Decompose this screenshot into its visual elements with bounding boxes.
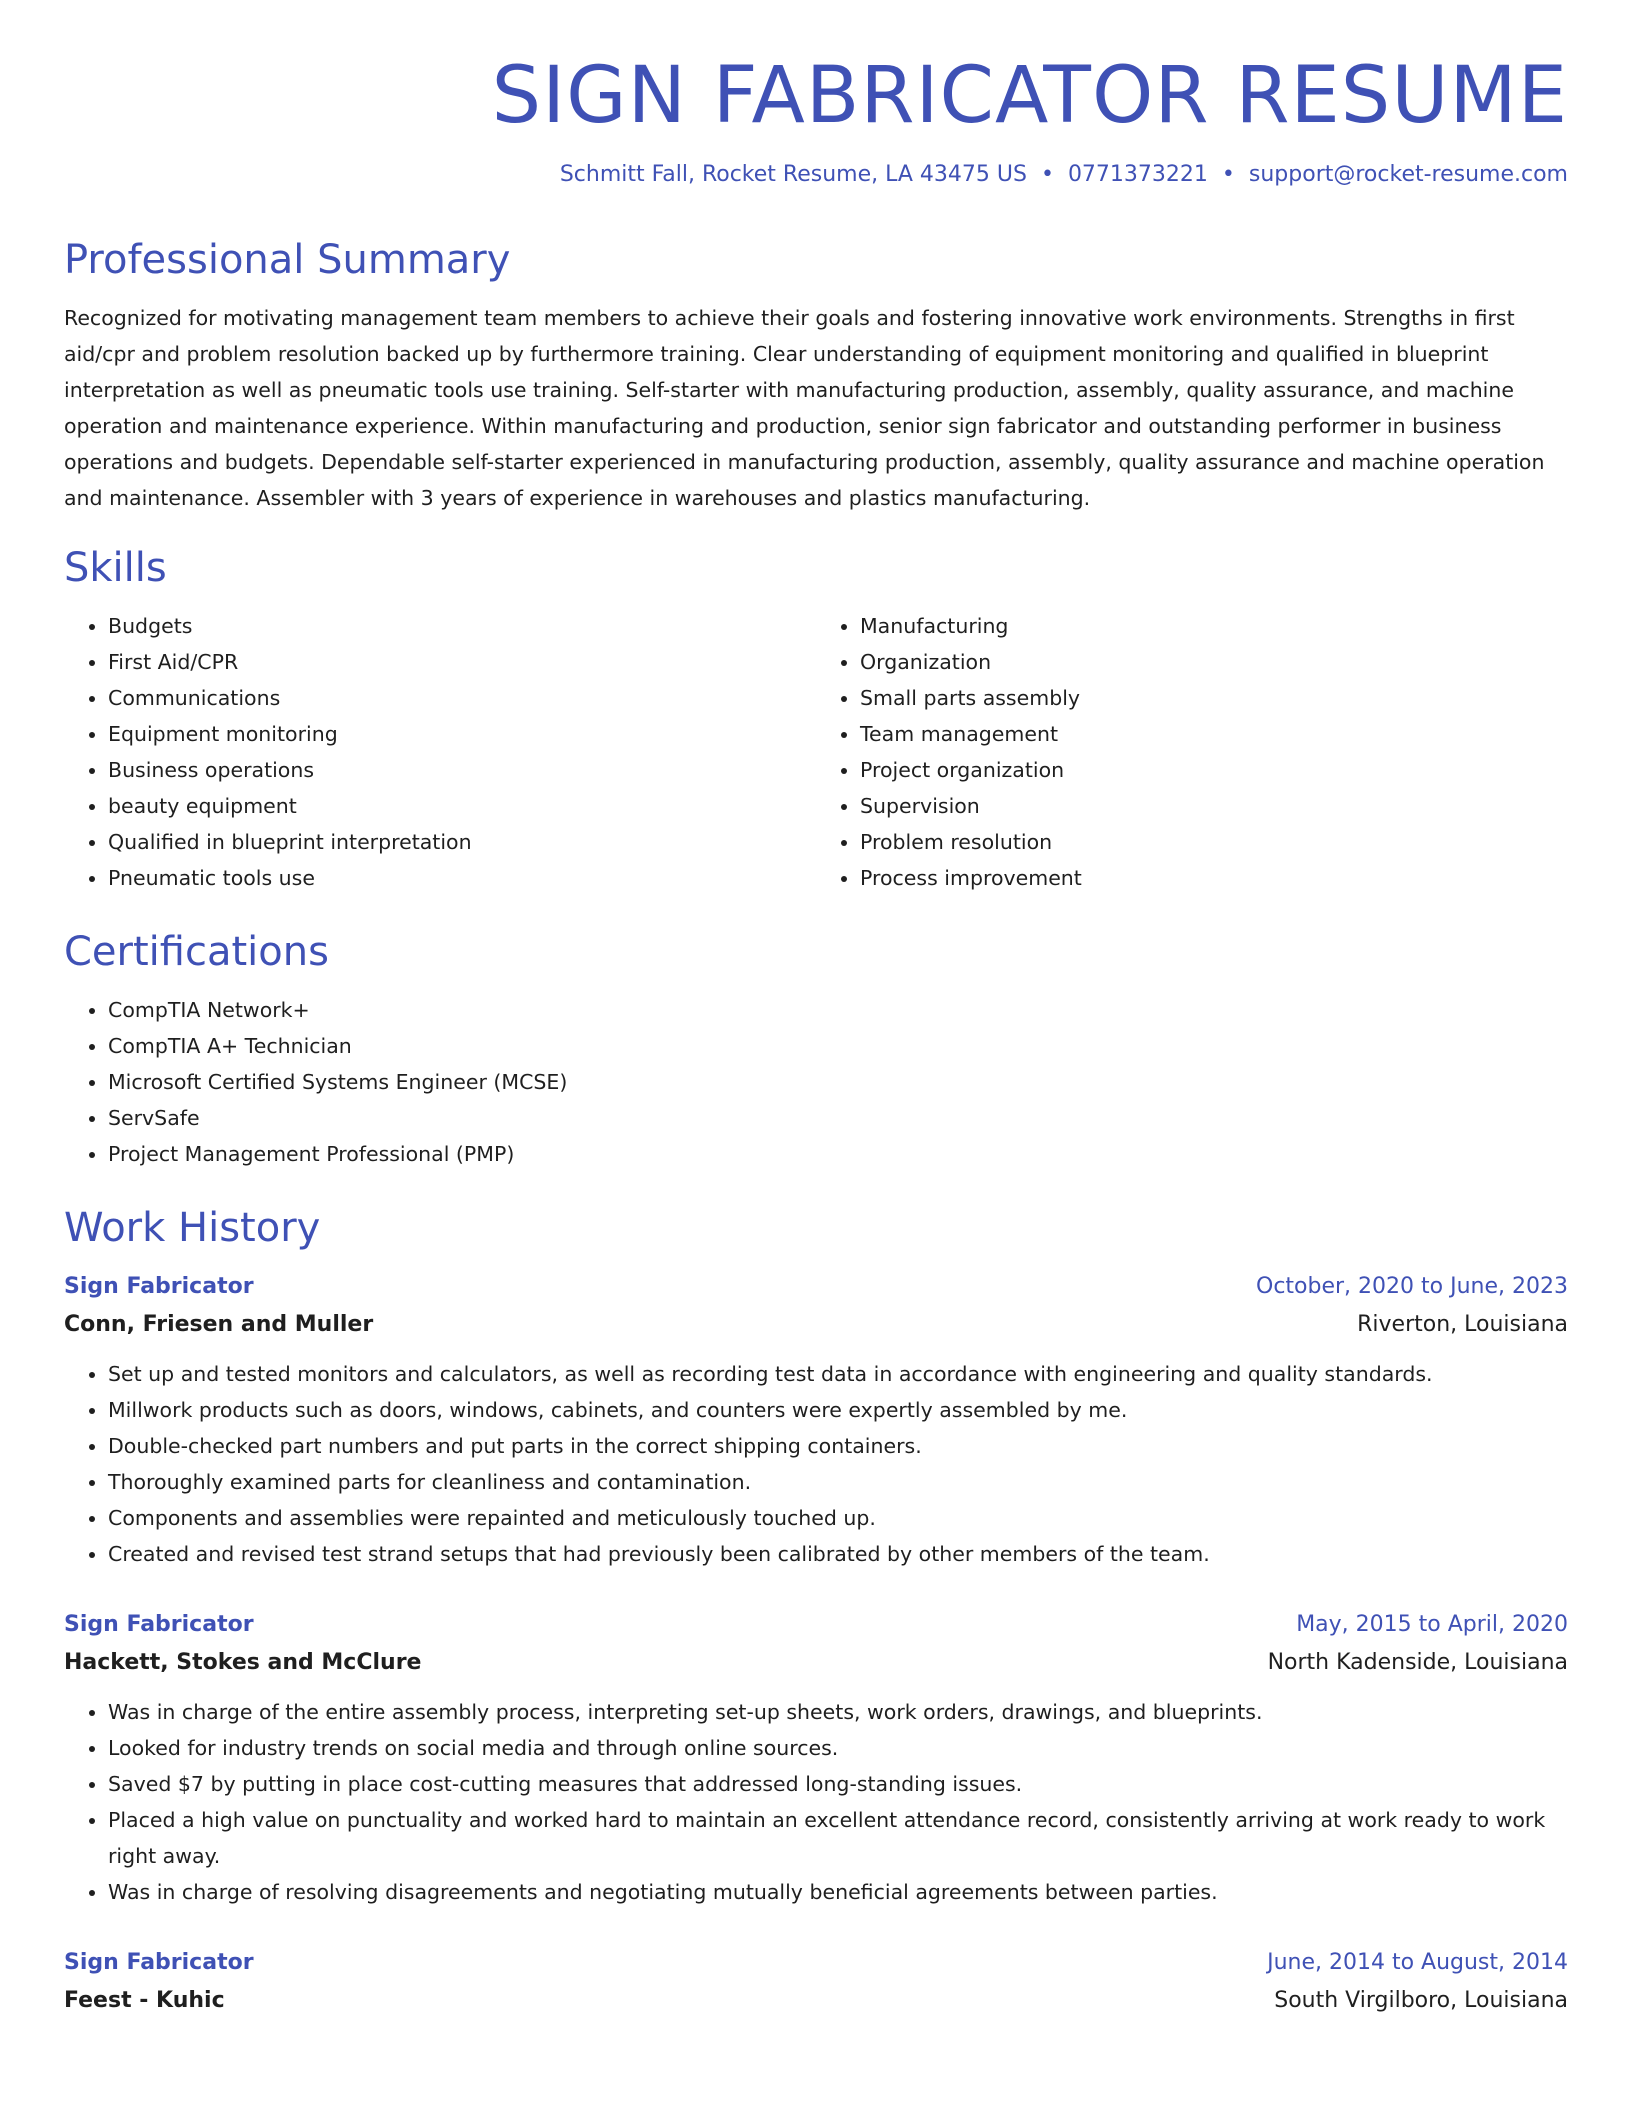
job-company: Feest - Kuhic bbox=[64, 1988, 225, 2014]
contact-phone: 0771373221 bbox=[1067, 161, 1208, 187]
contact-email: support@rocket-resume.com bbox=[1248, 161, 1568, 187]
job-bullet: • Double-checked part numbers and put parts in the correct shipping containers. bbox=[108, 1428, 1568, 1464]
skill-item: • Supervision bbox=[860, 788, 1568, 824]
summary-heading: Professional Summary bbox=[64, 237, 511, 284]
job-location: South Virgilboro, Louisiana bbox=[1274, 1988, 1568, 2014]
contact-separator: • bbox=[1221, 161, 1235, 187]
certification-item: • ServSafe bbox=[108, 1100, 1568, 1136]
job-location: Riverton, Louisiana bbox=[1357, 1312, 1568, 1338]
job-bullet: • Millwork products such as doors, windows, cabinets, and counters were expertly assembled by me. bbox=[108, 1392, 1568, 1428]
certification-item: • Microsoft Certified Systems Engineer (MCSE) bbox=[108, 1064, 1568, 1100]
skill-item: • Budgets bbox=[108, 608, 816, 644]
skill-item: • Communications bbox=[108, 680, 816, 716]
certification-item: • Project Management Professional (PMP) bbox=[108, 1136, 1568, 1172]
job-title: Sign Fabricator bbox=[64, 1950, 254, 1976]
work-history-section bbox=[64, 1206, 1568, 2020]
job-bullets bbox=[64, 1694, 1568, 1910]
job-company-row bbox=[64, 1306, 1568, 1344]
skill-item: • Qualified in blueprint interpretation bbox=[108, 824, 816, 860]
skill-item: • Small parts assembly bbox=[860, 680, 1568, 716]
contact-separator: • bbox=[1040, 161, 1054, 187]
job-dates: June, 2014 to August, 2014 bbox=[1267, 1950, 1568, 1976]
job-title: Sign Fabricator bbox=[64, 1274, 254, 1300]
skill-item: • Manufacturing bbox=[860, 608, 1568, 644]
skill-item: • Equipment monitoring bbox=[108, 716, 816, 752]
job-bullet: • Was in charge of resolving disagreements and negotiating mutually beneficial agreements between parties. bbox=[108, 1874, 1568, 1910]
skills-section bbox=[64, 546, 1568, 896]
skills-right-list bbox=[816, 608, 1568, 896]
certification-item: • CompTIA Network+ bbox=[108, 992, 1568, 1028]
job-title-row bbox=[64, 1944, 1568, 1982]
skill-item: • beauty equipment bbox=[108, 788, 816, 824]
job-bullet: • Thoroughly examined parts for cleanliness and contamination. bbox=[108, 1464, 1568, 1500]
job-dates: October, 2020 to June, 2023 bbox=[1256, 1274, 1568, 1300]
skills-left-list bbox=[64, 608, 816, 896]
job-company-row bbox=[64, 1982, 1568, 2020]
job-bullet: • Set up and tested monitors and calculators, as well as recording test data in accordance with engineering and quality standards. bbox=[108, 1356, 1568, 1392]
job-bullet: • Was in charge of the entire assembly process, interpreting set-up sheets, work orders, drawings, and blueprints. bbox=[108, 1694, 1568, 1730]
skill-item: • First Aid/CPR bbox=[108, 644, 816, 680]
job-bullet: • Saved $7 by putting in place cost-cutting measures that addressed long-standing issues. bbox=[108, 1766, 1568, 1802]
skills-heading: Skills bbox=[64, 545, 167, 592]
job-title-row bbox=[64, 1268, 1568, 1306]
job-company: Hackett, Stokes and McClure bbox=[64, 1650, 422, 1676]
contact-line bbox=[64, 160, 1568, 191]
contact-address: Schmitt Fall, Rocket Resume, LA 43475 US bbox=[559, 161, 1027, 187]
certifications-list bbox=[64, 992, 1568, 1172]
certifications-section bbox=[64, 930, 1568, 1172]
job-bullets bbox=[64, 1356, 1568, 1572]
job-entry bbox=[64, 1606, 1568, 1910]
job-dates: May, 2015 to April, 2020 bbox=[1296, 1612, 1568, 1638]
job-entry bbox=[64, 1944, 1568, 2020]
skill-item: • Business operations bbox=[108, 752, 816, 788]
skill-item: • Process improvement bbox=[860, 860, 1568, 896]
work-history-heading: Work History bbox=[64, 1205, 321, 1252]
job-location: North Kadenside, Louisiana bbox=[1267, 1650, 1568, 1676]
resume-title: SIGN FABRICATOR RESUME bbox=[491, 51, 1568, 141]
skill-item: • Pneumatic tools use bbox=[108, 860, 816, 896]
skill-item: • Organization bbox=[860, 644, 1568, 680]
job-bullet: • Created and revised test strand setups that had previously been calibrated by other members of the team. bbox=[108, 1536, 1568, 1572]
job-bullet: • Placed a high value on punctuality and worked hard to maintain an excellent attendance record, consistently arriving at work ready to work right away. bbox=[108, 1802, 1568, 1874]
certification-item: • CompTIA A+ Technician bbox=[108, 1028, 1568, 1064]
job-title-row bbox=[64, 1606, 1568, 1644]
skill-item: • Team management bbox=[860, 716, 1568, 752]
summary-section bbox=[64, 238, 1568, 516]
job-title: Sign Fabricator bbox=[64, 1612, 254, 1638]
job-entry bbox=[64, 1268, 1568, 1572]
skills-grid bbox=[64, 608, 1568, 896]
job-company-row bbox=[64, 1644, 1568, 1682]
summary-text: Recognized for motivating management team members to achieve their goals and fostering innovative work environments. Strengths in first aid/cpr and problem resolution backed up by furthermore training. Clear understanding of equipment monitoring and qualified in blueprint interpretation as well as pneumatic tools use training. Self-starter with manufacturing production, assembly, quality assurance, and machine operation and maintenance experience. Within manufacturing and production, senior sign fabricator and outstanding performer in business operations and budgets. Dependable self-starter experienced in manufacturing production, assembly, quality assurance and machine operation and maintenance. Assembler with 3 years of experience in warehouses and plastics manufacturing. bbox=[64, 306, 1545, 511]
job-bullet: • Looked for industry trends on social media and through online sources. bbox=[108, 1730, 1568, 1766]
certifications-heading: Certifications bbox=[64, 929, 329, 976]
job-bullet: • Components and assemblies were repainted and meticulously touched up. bbox=[108, 1500, 1568, 1536]
skill-item: • Problem resolution bbox=[860, 824, 1568, 860]
skill-item: • Project organization bbox=[860, 752, 1568, 788]
job-company: Conn, Friesen and Muller bbox=[64, 1312, 374, 1338]
